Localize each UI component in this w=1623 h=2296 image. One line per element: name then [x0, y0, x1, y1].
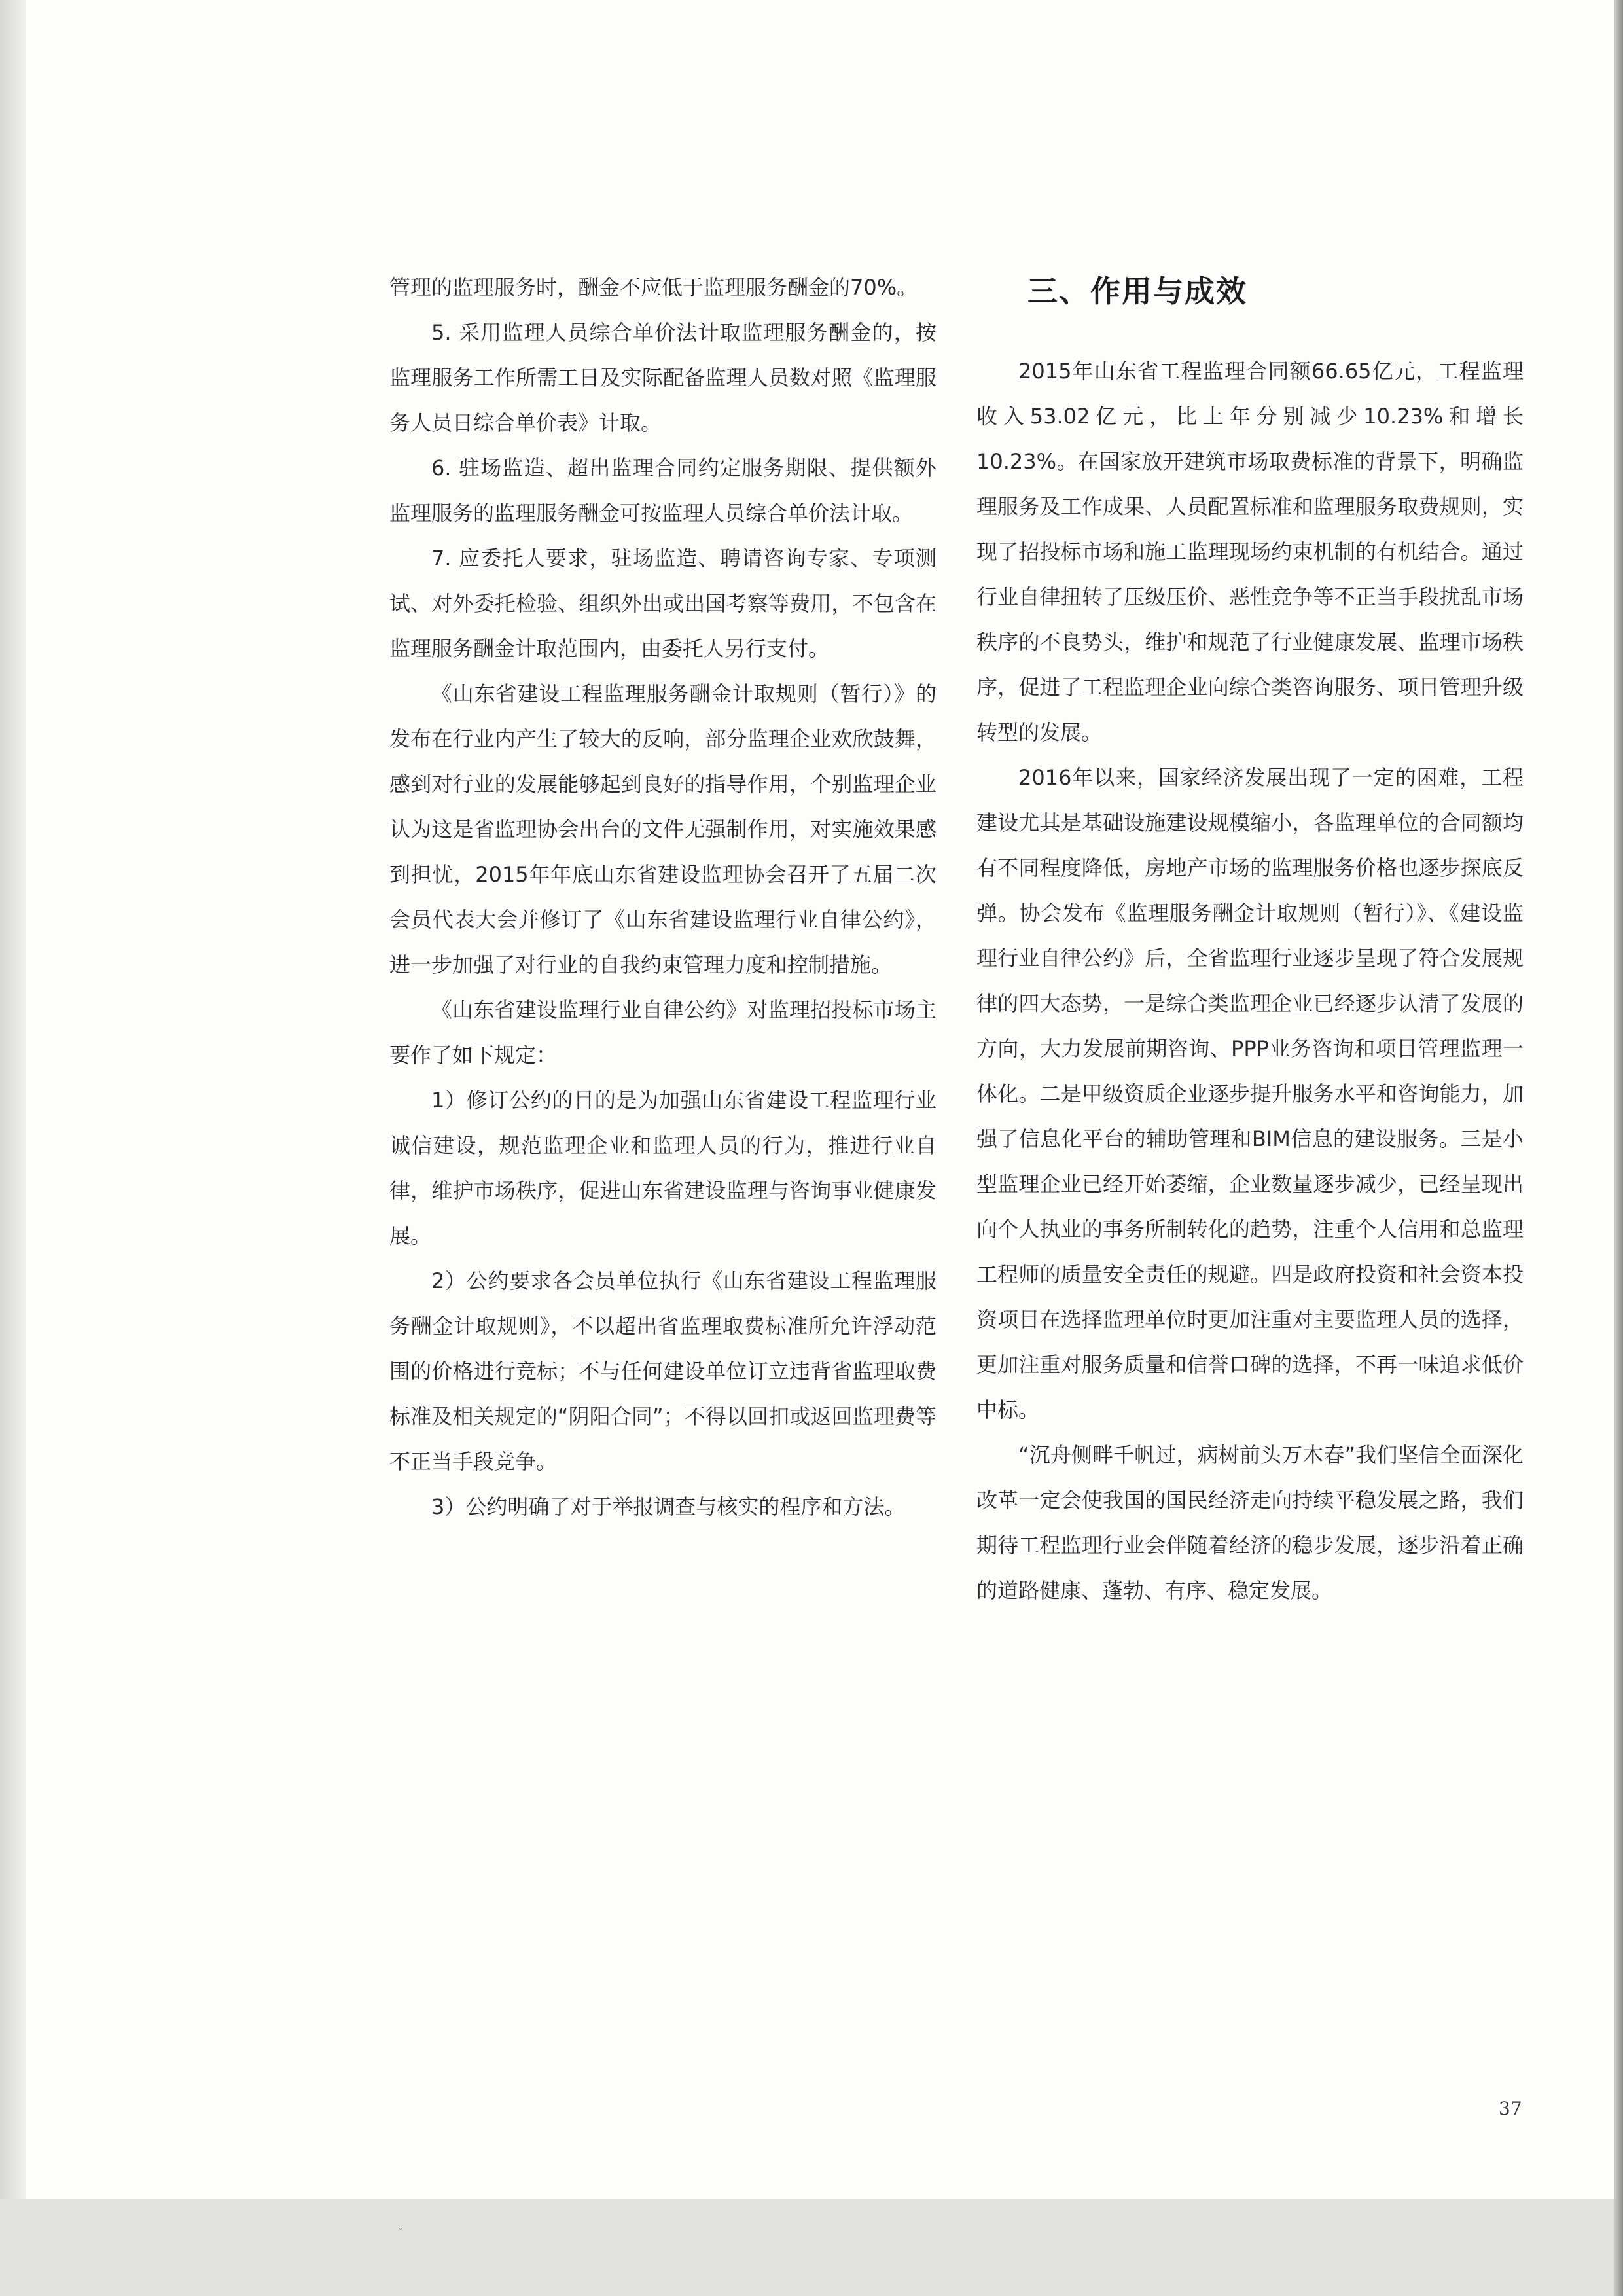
right-paragraph-3: “沉舟侧畔千帆过，病树前头万木春”我们坚信全面深化改革一定会使我国的国民经济走向持续平稳发展之路，我们期待工程监理行业会伴随着经济的稳步发展，逐步沿着正确的道路健康、蓬勃、有序、稳定发展。	[976, 1443, 1524, 1603]
left-paragraph-9: 3）公约明确了对于举报调查与核实的程序和方法。	[431, 1494, 906, 1519]
left-paragraph-1: 管理的监理服务时，酬金不应低于监理服务酬金的70%。	[389, 275, 918, 300]
scan-bottom-band	[0, 2199, 1623, 2296]
page-number: 37	[1499, 2098, 1522, 2119]
left-paragraph-2: 5. 采用监理人员综合单价法计取监理服务酬金的，按监理服务工作所需工日及实际配备监理人员数对照《监理服务人员日综合单价表》计取。	[389, 320, 936, 435]
left-paragraph-5: 《山东省建设工程监理服务酬金计取规则（暂行）》的发布在行业内产生了较大的反响，部分监理企业欢欣鼓舞，感到对行业的发展能够起到良好的指导作用，个别监理企业认为这是省监理协会出台的文件无强制作用，对实施效果感到担忧，2015年年底山东省建设监理协会召开了五届二次会员代表大会并修订了《山东省建设监理行业自律公约》，进一步加强了对行业的自我约束管理力度和控制措施。	[389, 681, 936, 977]
left-paragraph-8: 2）公约要求各会员单位执行《山东省建设工程监理服务酬金计取规则》，不以超出省监理取费标准所允许浮动范围的价格进行竞标；不与任何建设单位订立违背省监理取费标准及相关规定的“阴阳合同”；不得以回扣或返回监理费等不正当手段竞争。	[389, 1268, 936, 1474]
right-column	[976, 265, 1524, 1613]
page-gutter-shadow	[0, 0, 26, 2199]
scan-speck: ˘	[398, 2227, 403, 2239]
left-paragraph-3: 6. 驻场监造、超出监理合同约定服务期限、提供额外监理服务的监理服务酬金可按监理人员综合单价法计取。	[389, 456, 936, 526]
left-column	[389, 265, 936, 1530]
right-paragraph-2: 2016年以来，国家经济发展出现了一定的困难，工程建设尤其是基础设施建设规模缩小，各监理单位的合同额均有不同程度降低，房地产市场的监理服务价格也逐步探底反弹。协会发布《监理服务酬金计取规则（暂行）》、《建设监理行业自律公约》后，全省监理行业逐步呈现了符合发展规律的四大态势，一是综合类监理企业已经逐步认清了发展的方向，大力发展前期咨询、PPP业务咨询和项目管理监理一体化。二是甲级资质企业逐步提升服务水平和咨询能力，加强了信息化平台的辅助管理和BIM信息的建设服务。三是小型监理企业已经开始萎缩，企业数量逐步减少，已经呈现出向个人执业的事务所制转化的趋势，注重个人信用和总监理工程师的质量安全责任的规避。四是政府投资和社会资本投资项目在选择监理单位时更加注重对主要监理人员的选择，更加注重对服务质量和信誉口碑的选择，不再一味追求低价中标。	[976, 765, 1524, 1422]
left-paragraph-6: 《山东省建设监理行业自律公约》对监理招投标市场主要作了如下规定：	[389, 997, 936, 1067]
scan-right-edge	[1614, 0, 1623, 2296]
section-heading: 三、作用与成效	[1027, 274, 1247, 309]
left-paragraph-4: 7. 应委托人要求，驻场监造、聘请咨询专家、专项测试、对外委托检验、组织外出或出国考察等费用，不包含在监理服务酬金计取范围内，由委托人另行支付。	[389, 546, 936, 661]
right-paragraph-1: 2015年山东省工程监理合同额66.65亿元，工程监理收入53.02亿元，比上年分别减少10.23%和增长10.23%。在国家放开建筑市场取费标准的背景下，明确监理服务及工作成果、人员配置标准和监理服务取费规则，实现了招投标市场和施工监理现场约束机制的有机结合。通过行业自律扭转了压级压价、恶性竞争等不正当手段扰乱市场秩序的不良势头，维护和规范了行业健康发展、监理市场秩序，促进了工程监理企业向综合类咨询服务、项目管理升级转型的发展。	[976, 359, 1524, 745]
left-paragraph-7: 1）修订公约的目的是为加强山东省建设工程监理行业诚信建设，规范监理企业和监理人员的行为，推进行业自律，维护市场秩序，促进山东省建设监理与咨询事业健康发展。	[389, 1088, 936, 1248]
